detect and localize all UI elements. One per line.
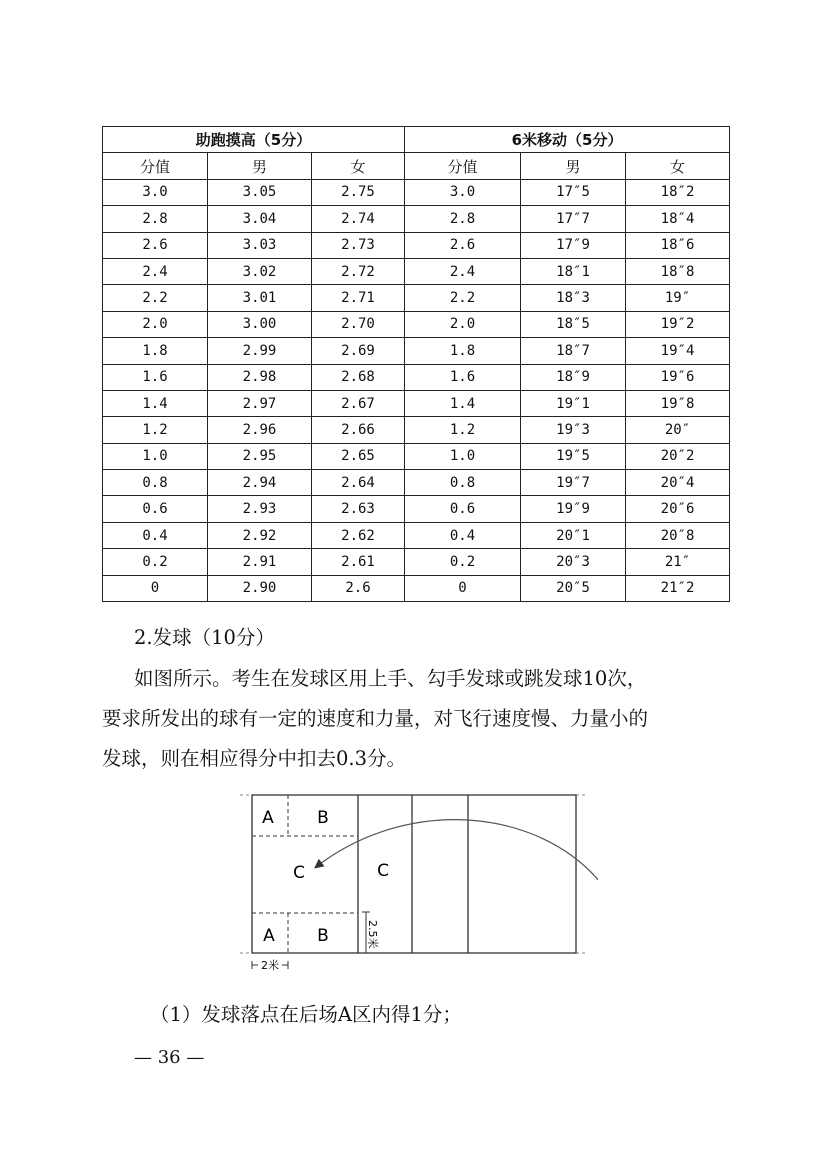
table-cell: 2.98: [208, 364, 312, 390]
group-header-6m-move: 6米移动（5分）: [405, 127, 730, 153]
table-cell: 0.2: [103, 549, 208, 575]
table-cell: 2.93: [208, 496, 312, 522]
column-header: 分值: [103, 153, 208, 179]
table-cell: 0.8: [405, 470, 521, 496]
table-cell: 2.74: [312, 206, 405, 232]
table-cell: 18″9: [521, 364, 626, 390]
column-header: 女: [312, 153, 405, 179]
table-row: [103, 575, 730, 601]
table-cell: 0.6: [103, 496, 208, 522]
table-cell: 2.62: [312, 522, 405, 548]
zone-b-bottom-label: B: [317, 926, 329, 946]
table-cell: 19″: [626, 285, 730, 311]
table-cell: 18″5: [521, 311, 626, 337]
table-cell: 1.6: [103, 364, 208, 390]
zone-c-left-label: C: [293, 863, 305, 883]
table-row: [103, 232, 730, 258]
column-header: 分值: [405, 153, 521, 179]
column-header-row: [103, 153, 730, 179]
table-cell: 2.6: [405, 232, 521, 258]
score-table-body: [103, 179, 730, 601]
zone-a-top-label: A: [262, 808, 274, 828]
table-cell: 19″5: [521, 443, 626, 469]
table-cell: 2.92: [208, 522, 312, 548]
table-cell: 2.8: [103, 206, 208, 232]
dimension-2-5m-label: 2.5米: [366, 920, 379, 949]
table-cell: 2.67: [312, 390, 405, 416]
table-cell: 19″9: [521, 496, 626, 522]
zone-a-bottom-label: A: [263, 926, 275, 946]
table-cell: 2.8: [405, 206, 521, 232]
score-table: [102, 126, 730, 602]
table-cell: 1.8: [103, 338, 208, 364]
table-cell: 3.02: [208, 258, 312, 284]
table-cell: 18″1: [521, 258, 626, 284]
table-cell: 19″2: [626, 311, 730, 337]
column-header: 男: [521, 153, 626, 179]
table-row: [103, 496, 730, 522]
table-cell: 20″1: [521, 522, 626, 548]
table-row: [103, 311, 730, 337]
table-cell: 3.05: [208, 179, 312, 205]
table-cell: 2.75: [312, 179, 405, 205]
table-row: [103, 470, 730, 496]
zone-c-right-label: C: [377, 861, 389, 881]
dimension-2m-label: 2米: [261, 959, 279, 972]
rule-1: （1）发球落点在后场A区内得1分；: [150, 1003, 462, 1026]
table-cell: 2.97: [208, 390, 312, 416]
table-cell: 0.2: [405, 549, 521, 575]
table-cell: 19″1: [521, 390, 626, 416]
table-cell: 2.4: [103, 258, 208, 284]
table-cell: 18″7: [521, 338, 626, 364]
group-header-jump-reach: 助跑摸高（5分）: [103, 127, 405, 153]
table-row: [103, 390, 730, 416]
table-row: [103, 258, 730, 284]
table-cell: 2.70: [312, 311, 405, 337]
table-cell: 2.99: [208, 338, 312, 364]
table-cell: 2.73: [312, 232, 405, 258]
table-cell: 2.95: [208, 443, 312, 469]
table-cell: 2.61: [312, 549, 405, 575]
table-cell: 2.96: [208, 417, 312, 443]
column-header: 女: [626, 153, 730, 179]
table-cell: 2.90: [208, 575, 312, 601]
table-cell: 2.6: [312, 575, 405, 601]
table-cell: 18″6: [626, 232, 730, 258]
group-header-row: [103, 127, 730, 153]
table-cell: 20″6: [626, 496, 730, 522]
table-cell: 21″2: [626, 575, 730, 601]
table-cell: 0.8: [103, 470, 208, 496]
table-row: [103, 285, 730, 311]
paragraph-line-1: 如图所示。考生在发球区用上手、勾手发球或跳发球10次，: [134, 667, 647, 690]
table-cell: 2.0: [103, 311, 208, 337]
table-cell: 2.0: [405, 311, 521, 337]
table-cell: 19″3: [521, 417, 626, 443]
table-cell: 20″: [626, 417, 730, 443]
table-cell: 2.69: [312, 338, 405, 364]
table-cell: 2.68: [312, 364, 405, 390]
table-cell: 20″4: [626, 470, 730, 496]
table-row: [103, 417, 730, 443]
section-title: 2.发球（10分）: [134, 626, 275, 649]
table-cell: 2.2: [405, 285, 521, 311]
table-cell: 20″3: [521, 549, 626, 575]
table-cell: 2.6: [103, 232, 208, 258]
table-cell: 17″9: [521, 232, 626, 258]
table-cell: 20″5: [521, 575, 626, 601]
table-cell: 3.03: [208, 232, 312, 258]
table-cell: 1.2: [103, 417, 208, 443]
table-cell: 18″2: [626, 179, 730, 205]
table-cell: 21″: [626, 549, 730, 575]
table-cell: 0.4: [405, 522, 521, 548]
table-cell: 1.0: [405, 443, 521, 469]
table-cell: 19″6: [626, 364, 730, 390]
table-cell: 3.0: [405, 179, 521, 205]
table-cell: 0: [103, 575, 208, 601]
table-row: [103, 206, 730, 232]
table-cell: 0: [405, 575, 521, 601]
table-cell: 2.72: [312, 258, 405, 284]
table-cell: 2.94: [208, 470, 312, 496]
table-cell: 1.0: [103, 443, 208, 469]
table-cell: 2.91: [208, 549, 312, 575]
table-row: [103, 364, 730, 390]
table-cell: 2.66: [312, 417, 405, 443]
zone-b-top-label: B: [317, 808, 329, 828]
table-cell: 18″4: [626, 206, 730, 232]
table-cell: 20″2: [626, 443, 730, 469]
table-cell: 2.4: [405, 258, 521, 284]
table-cell: 0.6: [405, 496, 521, 522]
column-header: 男: [208, 153, 312, 179]
table-cell: 3.04: [208, 206, 312, 232]
table-cell: 1.6: [405, 364, 521, 390]
table-cell: 1.4: [103, 390, 208, 416]
table-cell: 3.01: [208, 285, 312, 311]
table-cell: 18″3: [521, 285, 626, 311]
serve-court-diagram: [238, 788, 598, 978]
paragraph-line-3: 发球，则在相应得分中扣去0.3分。: [102, 747, 407, 770]
table-row: [103, 549, 730, 575]
table-cell: 18″8: [626, 258, 730, 284]
table-row: [103, 522, 730, 548]
table-cell: 3.00: [208, 311, 312, 337]
page-number: — 36 —: [134, 1047, 205, 1068]
table-cell: 20″8: [626, 522, 730, 548]
table-cell: 1.4: [405, 390, 521, 416]
table-row: [103, 179, 730, 205]
table-row: [103, 443, 730, 469]
table-cell: 2.65: [312, 443, 405, 469]
table-cell: 2.64: [312, 470, 405, 496]
table-cell: 17″7: [521, 206, 626, 232]
table-cell: 0.4: [103, 522, 208, 548]
table-cell: 19″4: [626, 338, 730, 364]
table-cell: 2.71: [312, 285, 405, 311]
table-cell: 19″8: [626, 390, 730, 416]
table-row: [103, 338, 730, 364]
table-cell: 2.63: [312, 496, 405, 522]
table-cell: 19″7: [521, 470, 626, 496]
table-cell: 17″5: [521, 179, 626, 205]
table-cell: 3.0: [103, 179, 208, 205]
paragraph-line-2: 要求所发出的球有一定的速度和力量，对飞行速度慢、力量小的: [102, 707, 649, 730]
table-cell: 1.2: [405, 417, 521, 443]
table-cell: 2.2: [103, 285, 208, 311]
table-cell: 1.8: [405, 338, 521, 364]
